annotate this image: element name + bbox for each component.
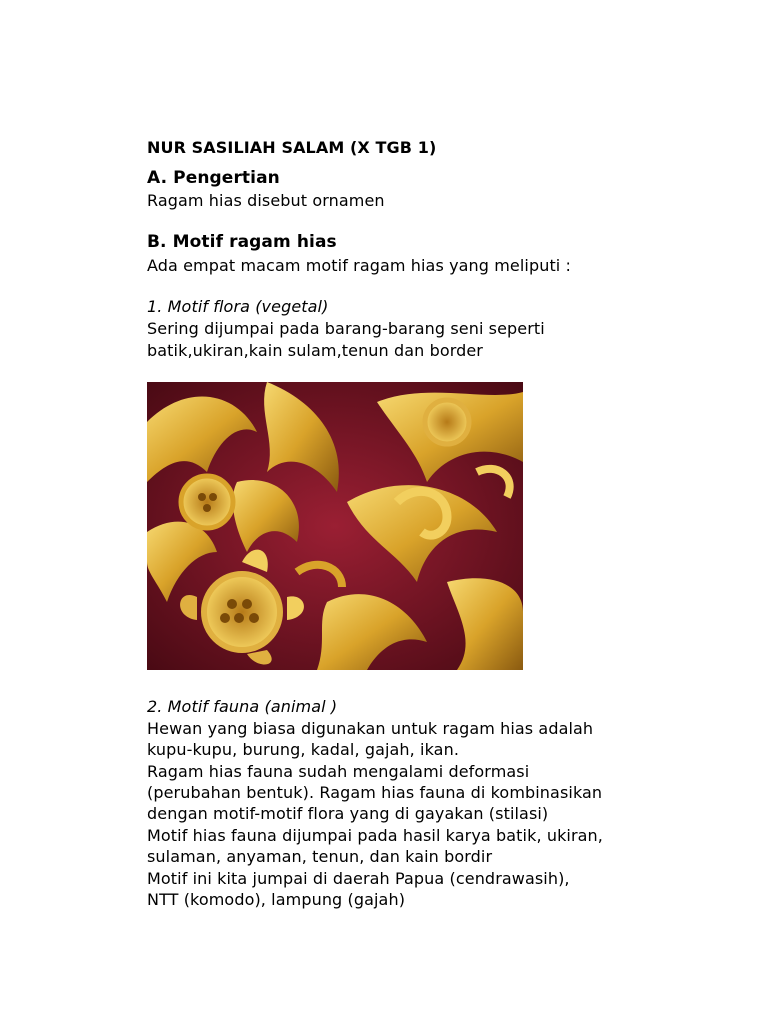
section-b-heading: B. Motif ragam hias	[147, 232, 337, 252]
motif-fauna-line: kupu-kupu, burung, kadal, gajah, ikan.	[147, 740, 460, 759]
motif-fauna-line: (perubahan bentuk). Ragam hias fauna di kombinasikan	[147, 783, 603, 802]
motif-flora-line: batik,ukiran,kain sulam,tenun dan border	[147, 341, 483, 360]
motif-fauna-line: Hewan yang biasa digunakan untuk ragam hias adalah	[147, 719, 594, 738]
author-line: NUR SASILIAH SALAM (X TGB 1)	[147, 138, 437, 157]
motif-flora-line: Sering dijumpai pada barang-barang seni seperti	[147, 319, 545, 338]
motif-fauna-line: Motif hias fauna dijumpai pada hasil karya batik, ukiran,	[147, 826, 603, 845]
motif-fauna-line: Motif ini kita jumpai di daerah Papua (cendrawasih),	[147, 869, 570, 888]
floral-ornament-illustration	[147, 382, 523, 670]
motif-fauna-line: NTT (komodo), lampung (gajah)	[147, 890, 406, 909]
section-a-heading: A. Pengertian	[147, 168, 280, 188]
flora-carving-image	[147, 382, 523, 670]
motif-fauna-line: sulaman, anyaman, tenun, dan kain bordir	[147, 847, 493, 866]
section-b-intro: Ada empat macam motif ragam hias yang meliputi :	[147, 256, 572, 275]
section-a-text: Ragam hias disebut ornamen	[147, 191, 385, 210]
motif-fauna-heading: 2. Motif fauna (animal )	[147, 697, 338, 716]
motif-fauna-line: Ragam hias fauna sudah mengalami deformasi	[147, 762, 530, 781]
motif-fauna-line: dengan motif-motif flora yang di gayakan (stilasi)	[147, 804, 549, 823]
motif-flora-heading: 1. Motif flora (vegetal)	[147, 297, 329, 316]
